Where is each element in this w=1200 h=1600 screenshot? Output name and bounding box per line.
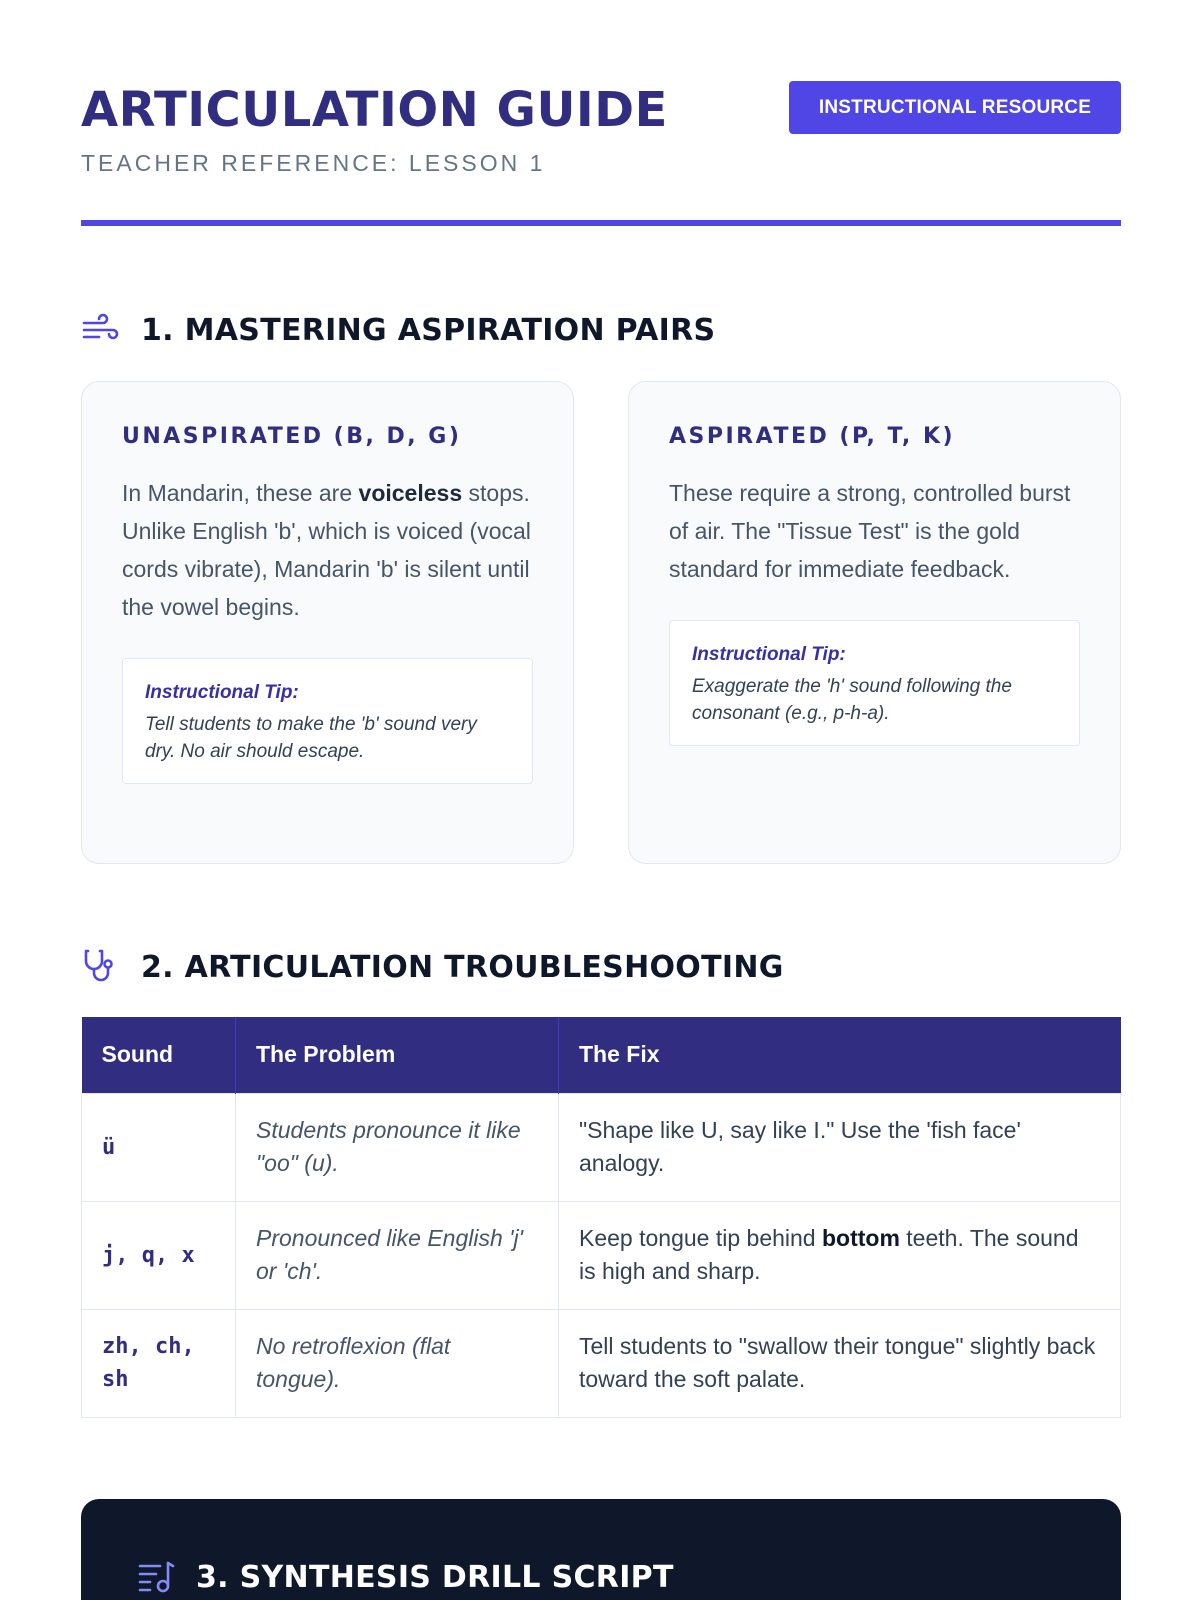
header-divider <box>81 220 1121 226</box>
instructional-tip <box>122 658 533 784</box>
synthesis-drill-panel <box>81 1499 1121 1600</box>
section-synthesis-heading <box>136 1557 674 1597</box>
stethoscope-icon <box>81 947 121 987</box>
column-header-sound: Sound <box>82 1017 236 1093</box>
problem-cell: Students pronounce it like "oo" (u). <box>236 1093 559 1201</box>
section-title: 1. MASTERING ASPIRATION PAIRS <box>141 312 716 348</box>
tip-text: Tell students to make the 'b' sound very dry. No air should escape. <box>145 714 477 762</box>
sound-cell: zh, ch, sh <box>82 1309 236 1417</box>
fix-cell: "Shape like U, say like I." Use the 'fish face' analogy. <box>559 1093 1121 1201</box>
page-title: ARTICULATION GUIDE <box>81 82 668 138</box>
sound-cell: j, q, x <box>82 1201 236 1309</box>
script-list-icon <box>136 1557 176 1597</box>
resource-badge: INSTRUCTIONAL RESOURCE <box>789 81 1121 134</box>
wind-icon <box>81 310 121 350</box>
fix-cell: Keep tongue tip behind bottom teeth. The sound is high and sharp. <box>559 1201 1121 1309</box>
page-subtitle: TEACHER REFERENCE: LESSON 1 <box>81 150 546 176</box>
problem-cell: No retroflexion (flat tongue). <box>236 1309 559 1417</box>
column-header-problem: The Problem <box>236 1017 559 1093</box>
card-title: ASPIRATED (P, T, K) <box>669 424 956 449</box>
page-header <box>81 80 1121 228</box>
problem-cell: Pronounced like English 'j' or 'ch'. <box>236 1201 559 1309</box>
sound-cell: ü <box>82 1093 236 1201</box>
emphasis-text: bottom <box>821 1225 900 1251</box>
tip-text: Exaggerate the 'h' sound following the consonant (e.g., p-h-a). <box>692 676 1012 724</box>
aspirated-card <box>628 381 1121 864</box>
fix-cell: Tell students to "swallow their tongue" slightly back toward the soft palate. <box>559 1309 1121 1417</box>
troubleshooting-table <box>81 1017 1121 1418</box>
table-row <box>82 1201 1121 1309</box>
unaspirated-card <box>81 381 574 864</box>
section-troubleshooting-heading <box>81 947 784 987</box>
card-body: These require a strong, controlled burst of air. The "Tissue Test" is the gold standard for immediate feedback. <box>669 480 1071 582</box>
tip-label: Instructional Tip: <box>692 644 846 665</box>
section-title: 3. SYNTHESIS DRILL SCRIPT <box>196 1559 674 1595</box>
table-row <box>82 1309 1121 1417</box>
tip-label: Instructional Tip: <box>145 682 299 703</box>
table-row <box>82 1093 1121 1201</box>
table-header-row <box>82 1017 1121 1093</box>
section-aspiration-heading <box>81 310 715 350</box>
emphasis-text: voiceless <box>358 480 463 506</box>
column-header-fix: The Fix <box>559 1017 1121 1093</box>
card-body: In Mandarin, these are voiceless stops. Unlike English 'b', which is voiced (vocal cords vibrate), Mandarin 'b' is silent until the vowel begins. <box>122 480 531 620</box>
instructional-tip <box>669 620 1080 746</box>
card-title: UNASPIRATED (B, D, G) <box>122 424 462 449</box>
section-title: 2. ARTICULATION TROUBLESHOOTING <box>141 949 784 985</box>
